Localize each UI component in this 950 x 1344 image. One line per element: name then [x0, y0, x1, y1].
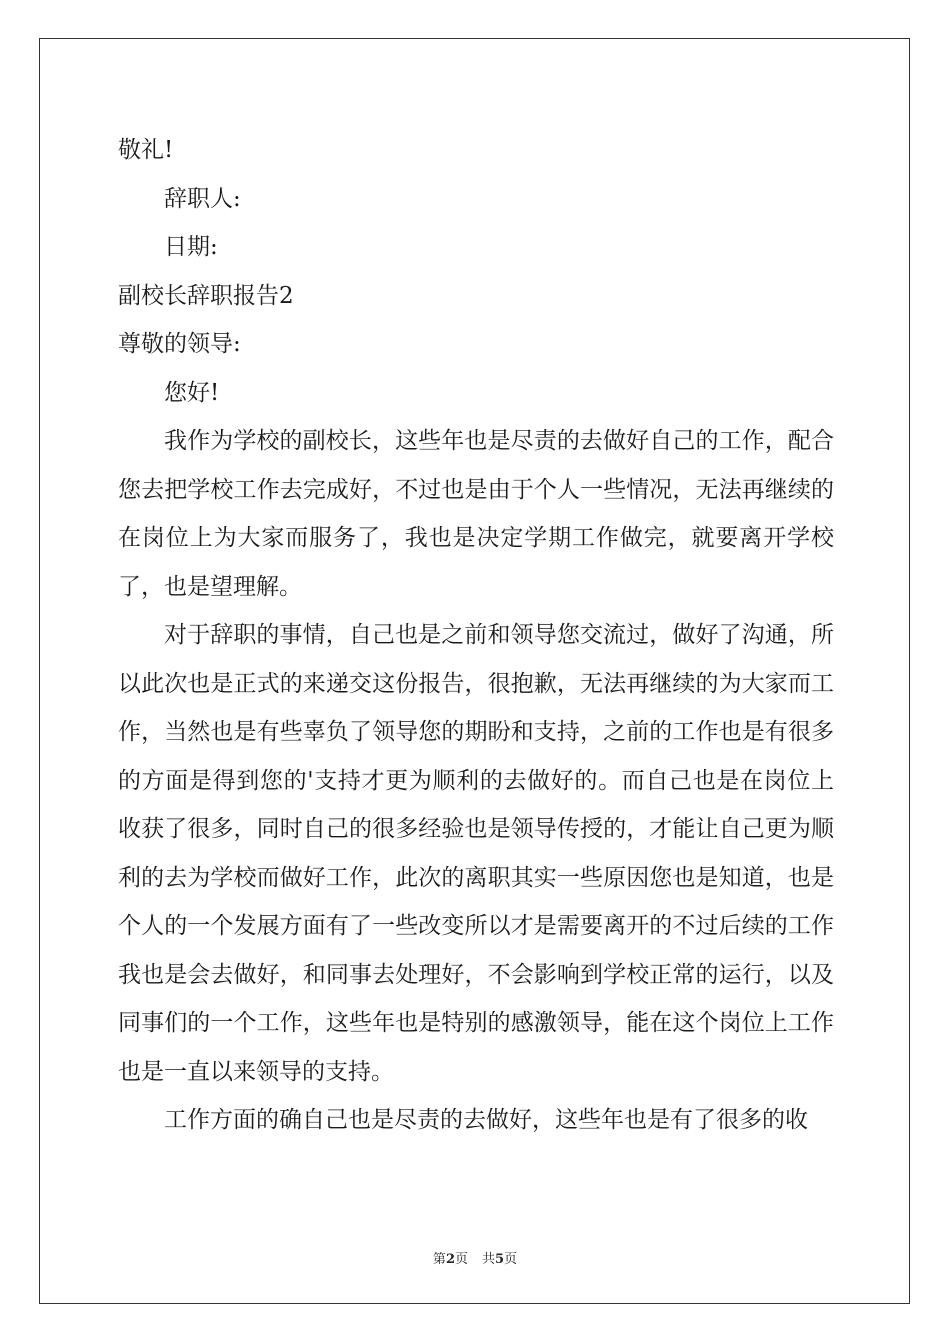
- page-footer: [0, 1248, 950, 1267]
- footer-page-current: 2: [445, 1252, 455, 1267]
- greeting-line: 您好!: [164, 379, 220, 406]
- signer-line: 辞职人:: [164, 185, 241, 212]
- report-title: 副校长辞职报告2: [118, 282, 294, 309]
- paragraph-3: 工作方面的确自己也是尽责的去做好，这些年也是有了很多的收: [164, 1107, 808, 1133]
- footer-total-prefix: 共: [482, 1252, 496, 1267]
- footer-page-total: 5: [495, 1252, 505, 1267]
- footer-page-suffix: 页: [454, 1252, 468, 1267]
- document-body: [118, 126, 834, 1145]
- footer-total-suffix: 页: [504, 1252, 518, 1267]
- closing-line: 敬礼!: [118, 137, 174, 163]
- date-line: 日期:: [164, 234, 218, 260]
- paragraph-2: 对于辞职的事情，自己也是之前和领导您交流过，做好了沟通，所以此次也是正式的来递交这份报告，很抱歉，无法再继续的为大家而工作，当然也是有些辜负了领导您的期盼和支持，之前的工作也是有很多的方面是得到您的'支持才更为顺利的去做好的。而自己也是在岗位上收获了很多，同时自己的很多经验也是领导传授的，才能让自己更为顺利的去为学校而做好工作，此次的离职其实一些原因您也是知道，也是个人的一个发展方面有了一些改变所以才是需要离开的不过后续的工作我也是会去做好，和同事去处理好，不会影响到学校正常的运行，以及同事们的一个工作，这些年也是特别的感激领导，能在这个岗位上工作也是一直以来领导的支持。: [118, 622, 834, 1085]
- paragraph-1: 我作为学校的副校长，这些年也是尽责的去做好自己的工作，配合您去把学校工作去完成好，不过也是由于个人一些情况，无法再继续的在岗位上为大家而服务了，我也是决定学期工作做完，就要离开学校了，也是望理解。: [118, 428, 834, 600]
- salutation-line: 尊敬的领导:: [118, 331, 241, 357]
- footer-page-prefix: 第: [432, 1252, 446, 1267]
